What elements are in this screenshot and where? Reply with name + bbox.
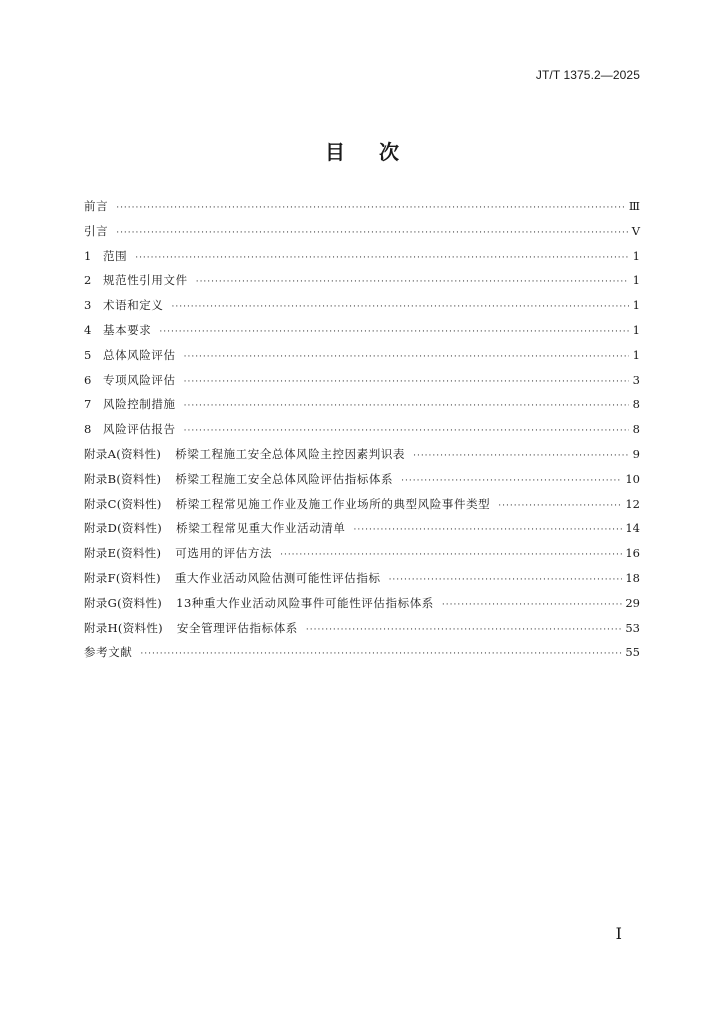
toc-entry-number: 7	[84, 397, 92, 412]
toc-entry[interactable]	[84, 343, 640, 368]
dot-leader	[172, 295, 630, 320]
dot-leader	[135, 246, 629, 271]
toc-entry[interactable]	[84, 566, 640, 591]
toc-entry-title: 桥梁工程常见重大作业活动清单	[176, 521, 346, 536]
toc-entry-title: 专项风险评估	[103, 372, 176, 387]
table-of-contents	[84, 194, 640, 665]
toc-entry-number: 8	[84, 422, 92, 437]
dot-leader	[184, 419, 629, 444]
toc-entry[interactable]	[84, 318, 640, 343]
toc-entry-number: 6	[84, 372, 92, 387]
toc-entry[interactable]	[84, 616, 640, 641]
toc-entry-appendix-label: 附录H(资料性)	[84, 620, 163, 635]
toc-entry-title: 参考文献	[84, 645, 133, 660]
toc-entry-page: 1	[632, 322, 640, 337]
toc-entry-page: 53	[625, 620, 640, 635]
toc-entry[interactable]	[84, 194, 640, 219]
toc-entry-title: 引言	[84, 223, 109, 238]
toc-entry-number: 4	[84, 322, 92, 337]
toc-entry-title: 安全管理评估指标体系	[176, 620, 298, 635]
toc-entry-title: 术语和定义	[103, 298, 164, 313]
toc-entry-page: 1	[632, 273, 640, 288]
toc-entry[interactable]	[84, 516, 640, 541]
toc-entry-page: 10	[625, 471, 640, 486]
toc-entry-title: 13种重大作业活动风险事件可能性评估指标体系	[176, 595, 434, 610]
dot-leader	[306, 618, 622, 643]
toc-entry[interactable]	[84, 640, 640, 665]
toc-entry-title: 桥梁工程施工安全总体风险主控因素判识表	[175, 446, 406, 461]
toc-entry-page: Ⅴ	[631, 223, 640, 238]
toc-entry-number: 5	[84, 347, 92, 362]
toc-entry-page: 1	[632, 347, 640, 362]
dot-leader	[354, 518, 623, 543]
toc-entry-number: 1	[84, 248, 92, 263]
dot-leader	[498, 494, 622, 519]
toc-entry-page: 16	[625, 546, 640, 561]
dot-leader	[442, 593, 622, 618]
toc-entry-title: 总体风险评估	[103, 347, 176, 362]
toc-entry[interactable]	[84, 417, 640, 442]
dot-leader	[413, 444, 629, 469]
dot-leader	[280, 543, 622, 568]
toc-entry-title: 风险评估报告	[103, 422, 176, 437]
toc-entry-appendix-label: 附录B(资料性)	[84, 471, 162, 486]
toc-entry[interactable]	[84, 293, 640, 318]
toc-entry-title: 前言	[84, 199, 109, 213]
toc-entry[interactable]	[84, 442, 640, 467]
toc-entry[interactable]	[84, 268, 640, 293]
toc-entry[interactable]	[84, 492, 640, 517]
toc-entry-appendix-label: 附录C(资料性)	[84, 496, 162, 511]
toc-entry[interactable]	[84, 392, 640, 417]
toc-entry-page: 18	[625, 570, 640, 585]
toc-entry-title: 可选用的评估方法	[175, 546, 273, 561]
dot-leader	[116, 221, 628, 246]
dot-leader	[184, 370, 629, 395]
dot-leader	[184, 394, 629, 419]
dot-leader	[184, 345, 629, 370]
toc-entry-page: 29	[625, 595, 640, 610]
page-number: Ⅰ	[615, 924, 622, 943]
dot-leader	[159, 320, 629, 345]
toc-entry-title: 重大作业活动风险估测可能性评估指标	[174, 570, 381, 585]
toc-entry-page: Ⅲ	[628, 199, 640, 213]
toc-entry-title: 规范性引用文件	[103, 273, 188, 288]
toc-entry[interactable]	[84, 541, 640, 566]
toc-entry[interactable]	[84, 244, 640, 269]
toc-entry-title: 基本要求	[103, 322, 152, 337]
dot-leader	[196, 270, 629, 295]
toc-entry-page: 9	[632, 446, 640, 461]
toc-entry-number: 3	[84, 298, 92, 313]
standard-code: JT/T 1375.2—2025	[535, 68, 640, 82]
toc-entry-page: 55	[625, 645, 640, 660]
toc-entry-page: 14	[625, 521, 640, 536]
dot-leader	[140, 642, 622, 667]
toc-entry[interactable]	[84, 591, 640, 616]
toc-entry-page: 12	[625, 496, 640, 511]
page-title-part2: 次	[379, 140, 399, 164]
dot-leader	[116, 196, 626, 221]
page-title	[0, 136, 724, 165]
toc-entry-page: 8	[632, 422, 640, 437]
toc-entry-appendix-label: 附录F(资料性)	[84, 570, 161, 585]
toc-entry-appendix-label: 附录G(资料性)	[84, 595, 163, 610]
toc-entry-title: 桥梁工程施工安全总体风险评估指标体系	[175, 471, 394, 486]
toc-entry-title: 风险控制措施	[103, 397, 176, 412]
toc-entry-title: 桥梁工程常见施工作业及施工作业场所的典型风险事件类型	[175, 496, 491, 511]
toc-entry[interactable]	[84, 467, 640, 492]
toc-entry-appendix-label: 附录D(资料性)	[84, 521, 163, 536]
toc-entry-appendix-label: 附录A(资料性)	[84, 446, 162, 461]
toc-entry[interactable]	[84, 368, 640, 393]
dot-leader	[389, 568, 623, 593]
toc-entry-page: 1	[632, 248, 640, 263]
toc-entry-page: 3	[632, 372, 640, 387]
toc-entry-appendix-label: 附录E(资料性)	[84, 546, 162, 561]
toc-entry-number: 2	[84, 273, 92, 288]
toc-entry-page: 8	[632, 397, 640, 412]
toc-entry[interactable]	[84, 219, 640, 244]
dot-leader	[401, 469, 622, 494]
toc-entry-title: 范围	[103, 248, 128, 263]
toc-entry-page: 1	[632, 298, 640, 313]
page-title-part1: 目	[325, 140, 345, 164]
